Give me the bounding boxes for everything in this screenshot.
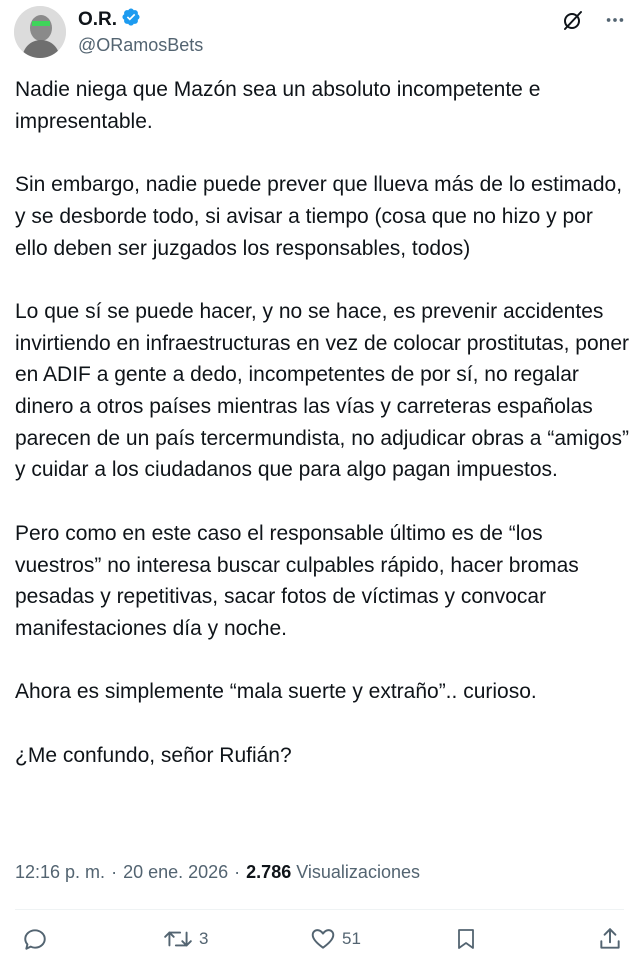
meta-separator: · <box>234 862 241 882</box>
like-button[interactable] <box>310 926 361 952</box>
share-button[interactable] <box>597 926 623 952</box>
reply-icon <box>22 926 48 952</box>
heart-icon <box>310 926 336 952</box>
views-count: 2.786 <box>246 862 292 882</box>
repost-button[interactable] <box>163 926 208 952</box>
author-block <box>78 7 203 56</box>
avatar[interactable] <box>14 6 66 58</box>
author-name[interactable]: O.R. <box>78 8 118 30</box>
bookmark-button[interactable] <box>454 926 478 952</box>
verified-badge-icon <box>121 7 141 32</box>
post-paragraph: Pero como en este caso el responsable último es de “los vuestros” no interesa buscar culpables rápido, hacer bromas pesadas y repetitivas, sacar fotos de víctimas y convocar manifestaciones día y noche. <box>15 521 579 640</box>
post-time[interactable]: 12:16 p. m. <box>15 862 106 882</box>
grok-icon[interactable] <box>559 6 587 34</box>
reply-button[interactable] <box>22 926 48 952</box>
action-bar <box>0 922 639 962</box>
post-text <box>15 74 631 771</box>
more-icon[interactable] <box>601 6 629 34</box>
share-icon <box>597 926 623 952</box>
post-paragraph: Nadie niega que Mazón sea un absoluto incompetente e impresentable. <box>15 78 541 133</box>
repost-count: 3 <box>199 929 209 948</box>
repost-icon <box>163 926 193 952</box>
bookmark-icon <box>454 926 478 952</box>
post-paragraph: ¿Me confundo, señor Rufián? <box>15 743 292 767</box>
header-actions <box>559 6 629 34</box>
views-label: Visualizaciones <box>296 862 420 882</box>
divider <box>15 909 624 910</box>
post-paragraph: Sin embargo, nadie puede prever que llueva más de lo estimado, y se desborde todo, si avisar a tiempo (cosa que no hizo y por ello deben ser juzgados los responsables, todos) <box>15 173 623 260</box>
post-date[interactable]: 20 ene. 2026 <box>123 862 229 882</box>
avatar-image <box>14 6 66 58</box>
like-count: 51 <box>342 929 361 948</box>
author-handle[interactable]: @ORamosBets <box>78 35 204 55</box>
post-paragraph: Lo que sí se puede hacer, y no se hace, es prevenir accidentes invirtiendo en infraestructuras en vez de colocar prostitutas, poner en ADIF a gente a dedo, incompetentes de por sí, no regalar dinero a otros países mientras las vías y carreteras españolas parecen de un país tercermundista, no adjudicar obras a “amigos” y cuidar a los ciudadanos que para algo pagan impuestos. <box>15 299 630 482</box>
meta-separator: · <box>111 862 118 882</box>
post-meta <box>15 862 420 883</box>
post-paragraph: Ahora es simplemente “mala suerte y extraño”.. curioso. <box>15 680 537 704</box>
